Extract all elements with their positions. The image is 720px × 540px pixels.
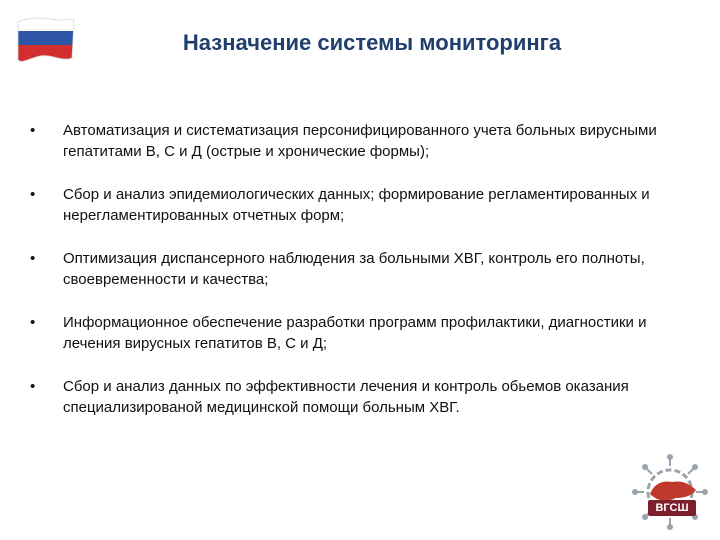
list-item [30, 184, 690, 226]
bullet-text: Информационное обеспечение разработки программ профилактики, диагностики и лечения вирусных гепатитов В, С и Д; [63, 314, 647, 352]
list-item [30, 248, 690, 290]
list-item [30, 376, 690, 418]
bullet-list [30, 120, 690, 440]
bullet-icon: • [30, 186, 36, 203]
bullet-text: Сбор и анализ эпидемиологических данных; формирование регламентированных и нерегламентированных отчетных форм; [63, 186, 650, 224]
bullet-text: Автоматизация и систематизация персонифицированного учета больных вирусными гепатитами В, С и Д (острые и хронические формы); [63, 122, 657, 160]
bullet-text: Оптимизация диспансерного наблюдения за больными ХВГ, контроль его полноты, своевременности и качества; [63, 250, 645, 288]
russia-flag-logo-icon [14, 14, 76, 66]
virus-russia-map-logo-icon [628, 452, 712, 532]
bullet-icon: • [30, 250, 36, 267]
list-item [30, 312, 690, 354]
bullet-text: Сбор и анализ данных по эффективности лечения и контроль обьемов оказания специализированой медицинской помощи больным ХВГ. [63, 378, 629, 416]
corner-logo-label: ВГСШ [648, 500, 696, 516]
bullet-icon: • [30, 122, 36, 139]
page-title: Назначение системы мониторинга [182, 30, 562, 55]
list-item [30, 120, 690, 162]
bullet-icon: • [30, 378, 36, 395]
bullet-icon: • [30, 314, 36, 331]
